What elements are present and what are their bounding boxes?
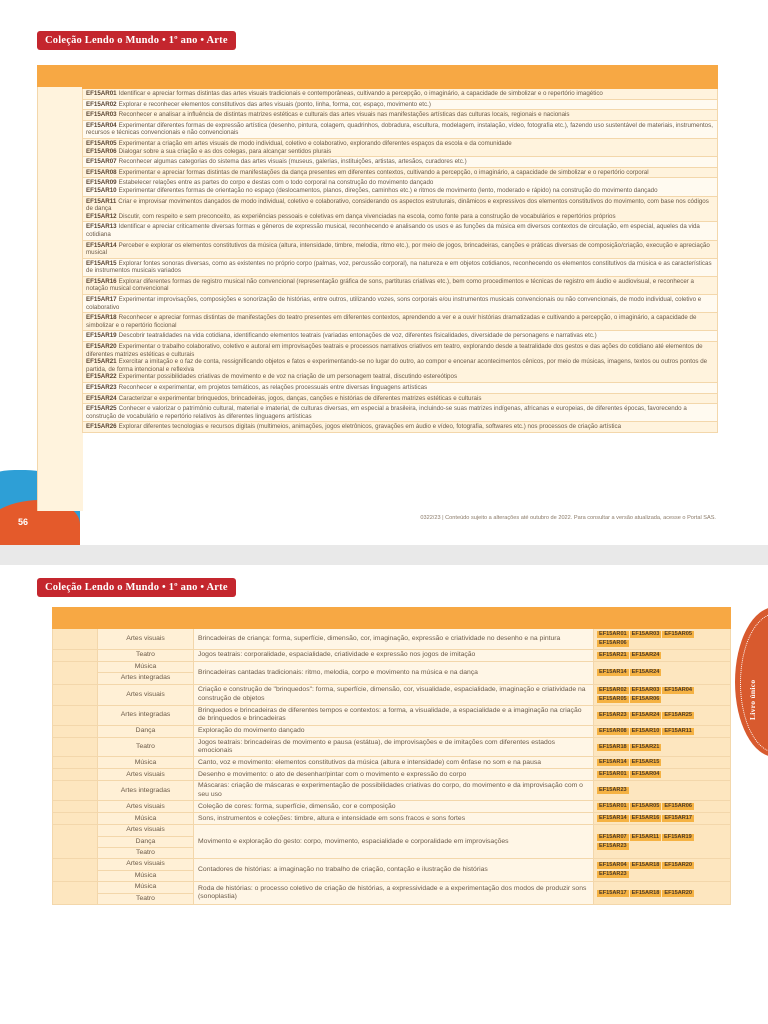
skill-row <box>83 393 718 404</box>
skill-code: EF15AR25 <box>86 405 117 413</box>
skill-code-chip: EF15AR06 <box>599 640 627 646</box>
skill-code-chip: EF15AR17 <box>664 815 693 822</box>
skill-text: Explorar fontes sonoras diversas, como as existentes no próprio corpo (palmas, voz, percussão corporal), na natureza e em objetos cotidianos, reconhecendo os elementos constitutivos da música e as características de instrumentos musicais variados <box>86 259 712 275</box>
empty-cell <box>53 650 98 662</box>
skill-code-chip: EF15AR16 <box>631 815 660 822</box>
content-row <box>53 882 731 893</box>
content-cell: Movimento e exploração do gesto: corpo, movimento, espacialidade e corporalidade em improvisações <box>194 825 594 859</box>
language-cell: Música <box>98 757 194 769</box>
skill-code-chip: EF15AR24 <box>631 652 660 658</box>
content-cell: Contadores de histórias: a imaginação no trabalho de criação, contação e ilustração de histórias <box>194 859 594 882</box>
page-number: 56 <box>18 517 29 527</box>
empty-cell <box>53 662 98 685</box>
skill-code: EF15AR18 <box>86 314 117 322</box>
skill-code-chip: EF15AR05 <box>631 803 660 810</box>
skill-code-chip: EF15AR23 <box>599 871 627 878</box>
language-cell: Artes visuais <box>98 859 194 870</box>
skill-row <box>83 110 718 121</box>
skill-cell <box>83 258 718 276</box>
skill-row <box>83 331 718 342</box>
codes-cell <box>594 825 731 859</box>
codes-cell <box>594 737 731 757</box>
skill-text: Identificar e apreciar criticamente diversas formas e gêneros de expressão musical, reconhecendo e analisando os usos e as funções da música em diversos contextos de circulação, em especial, aqueles da vida cotidiana <box>86 223 700 238</box>
skills-table <box>82 65 718 433</box>
skill-row <box>83 342 718 383</box>
skill-row <box>83 313 718 331</box>
skill-code-chip: EF15AR10 <box>631 727 660 734</box>
content-row <box>53 769 731 781</box>
content-row <box>53 650 731 662</box>
footnote: 0322/23 | Conteúdo sujeito a alterações até outubro de 2022. Para consultar a versão atualizada, acesse o Portal SAS. <box>420 515 716 521</box>
skill-text: Dialogar sobre a sua criação e as dos colegas, para alcançar sentidos plurais <box>118 147 332 155</box>
skill-cell <box>83 422 718 433</box>
skill-cell <box>83 404 718 422</box>
skill-code-chip: EF15AR21 <box>599 652 627 658</box>
skill-cell <box>83 313 718 331</box>
codes-cell <box>594 684 731 705</box>
skill-cell <box>83 157 718 168</box>
content-row <box>53 737 731 757</box>
skill-code-chip: EF15AR05 <box>599 695 627 702</box>
language-cell: Música <box>98 870 194 881</box>
skill-code-chip: EF15AR18 <box>631 889 660 896</box>
skill-text: Criar e improvisar movimentos dançados de modo individual, coletivo e colaborativo, considerando os aspectos estruturais, dinâmicos e expressivos dos elementos constitutivos do movimento, com base nos códigos de dança <box>86 197 709 213</box>
codes-cell <box>594 650 731 662</box>
codes-cell <box>594 813 731 825</box>
skill-code: EF15AR22 <box>86 373 117 381</box>
skill-row <box>83 295 718 313</box>
skill-text: Reconhecer algumas categorias do sistema das artes visuais (museus, galerias, instituições, artistas, artesãos, curadores etc.) <box>118 158 467 166</box>
codes-cell <box>594 629 731 650</box>
language-cell: Música <box>98 662 194 673</box>
skill-text: Experimentar diferentes formas de orientação no espaço (deslocamentos, planos, direções, caminhos etc.) e ritmos de movimento (lento, moderado e rápido) na construção do movimento dançado <box>118 186 658 194</box>
skill-code-chip: EF15AR21 <box>631 743 660 750</box>
skill-code-chip: EF15AR04 <box>631 771 660 778</box>
page-bottom <box>0 565 768 1024</box>
skill-code-chip: EF15AR01 <box>599 771 627 778</box>
skill-row <box>83 138 718 156</box>
skill-text: Discutir, com respeito e sem preconceito, as experiências pessoais e coletivas em dança vivenciadas na escola, como fonte para a construção de vocabulários e repertórios próprios <box>118 212 616 220</box>
codes-cell <box>594 781 731 801</box>
skill-cell <box>83 89 718 100</box>
content-cell: Jogos teatrais: corporalidade, espacialidade, criatividade e expressão nos jogos de imitação <box>194 650 594 662</box>
skill-cell <box>83 342 718 383</box>
skill-code-chip: EF15AR24 <box>631 669 660 676</box>
content-cell: Canto, voz e movimento: elementos constitutivos da música (altura e intensidade) com ênfase no som e na pausa <box>194 757 594 769</box>
skill-code: EF15AR05 <box>86 139 117 147</box>
skill-code-chip: EF15AR23 <box>599 711 627 718</box>
skill-text: Exercitar a imitação e o faz de conta, ressignificando objetos e fatos e experimentando-se no lugar do outro, ao compor e encenar acontecimentos cênicos, por meio de músicas, imagens, textos ou outros pontos de partida, de forma intencional e reflexiva <box>86 358 708 373</box>
empty-cell <box>53 769 98 781</box>
skill-code: EF15AR23 <box>86 384 117 391</box>
skill-cell <box>83 99 718 110</box>
content-row <box>53 801 731 813</box>
skill-code-chip: EF15AR06 <box>664 803 693 810</box>
skill-code-chip: EF15AR19 <box>664 833 692 840</box>
skill-cell <box>83 178 718 196</box>
skill-text: Estabelecer relações entre as partes do corpo e destas com o todo corporal na construção do movimento dançado <box>118 179 434 187</box>
skill-cell <box>83 276 718 294</box>
side-tab-label: Livro único <box>748 679 757 720</box>
content-cell: Brincadeiras cantadas tradicionais: ritmo, melodia, corpo e movimento na música e na dança <box>194 662 594 685</box>
language-cell: Artes integradas <box>98 673 194 684</box>
content-row <box>53 825 731 836</box>
skill-code-chip: EF15AR01 <box>599 631 627 637</box>
skill-text: Explorar diferentes tecnologias e recursos digitais (multimeios, animações, jogos eletrônicos, gravações em áudio e vídeo, fotografia, softwares etc.) nos processos de criação artística <box>118 423 622 431</box>
empty-cell <box>53 859 98 882</box>
skill-text: Reconhecer e apreciar formas distintas de manifestações do teatro presentes em diferentes contextos, aprendendo a ver e a ouvir histórias dramatizadas e cultivando a percepção, o imaginário, a capacidade de simbolizar e o repertório ficcional <box>86 314 697 329</box>
skill-row <box>83 99 718 110</box>
codes-cell <box>594 882 731 905</box>
skill-cell <box>83 383 718 394</box>
skill-code: EF15AR14 <box>86 241 117 249</box>
empty-cell <box>53 629 98 650</box>
left-column-strip <box>37 65 83 511</box>
empty-cell <box>53 705 98 725</box>
skill-text: Conhecer e valorizar o patrimônio cultural, material e imaterial, de culturas diversas, em especial a brasileira, incluindo-se suas matrizes indígenas, africanas e europeias, de diferentes épocas, favorecendo a construção de vocabulário e repertório relativos às diferentes linguagens artísticas <box>86 405 687 420</box>
content-row <box>53 705 731 725</box>
skill-code-chip: EF15AR02 <box>599 686 627 693</box>
skill-row <box>83 222 718 240</box>
content-row <box>53 629 731 650</box>
skill-code-chip: EF15AR05 <box>664 631 693 637</box>
skill-code-chip: EF15AR20 <box>664 889 693 896</box>
language-cell: Artes visuais <box>98 629 194 650</box>
language-cell: Música <box>98 813 194 825</box>
language-cell: Artes visuais <box>98 684 194 705</box>
content-cell: Desenho e movimento: o ato de desenhar/pintar com o movimento e expressão do corpo <box>194 769 594 781</box>
skill-text: Experimentar e apreciar formas distintas de manifestações da dança presentes em diferentes contextos, cultivando a percepção, o imaginário, a capacidade de simbolizar e o repertório corporal <box>118 168 649 176</box>
skill-code: EF15AR10 <box>86 186 117 194</box>
skill-row <box>83 157 718 168</box>
skill-text: Experimentar o trabalho colaborativo, coletivo e autoral em improvisações teatrais e processos narrativos criativos em teatro, explorando desde a teatralidade dos gestos e das ações do cotidiano até elementos de diferentes matrizes estéticas e culturais <box>86 343 703 358</box>
skill-code-chip: EF15AR20 <box>664 862 693 869</box>
language-cell: Artes visuais <box>98 769 194 781</box>
skill-code: EF15AR20 <box>86 343 117 351</box>
content-cell: Roda de histórias: o processo coletivo de criação de histórias, a expressividade e a experimentação dos modos de produzir sons (sonoplastia) <box>194 882 594 905</box>
skill-code: EF15AR26 <box>86 423 117 431</box>
empty-cell <box>53 725 98 737</box>
skill-code: EF15AR16 <box>86 277 117 285</box>
skill-code-chip: EF15AR25 <box>664 711 693 718</box>
empty-cell <box>53 882 98 905</box>
content-cell: Coleção de cores: forma, superfície, dimensão, cor e composição <box>194 801 594 813</box>
skill-code-chip: EF15AR24 <box>631 711 660 718</box>
content-row <box>53 859 731 870</box>
content-cell: Exploração do movimento dançado <box>194 725 594 737</box>
content-table-header <box>53 608 731 629</box>
codes-cell <box>594 757 731 769</box>
skill-code-chip: EF15AR11 <box>664 727 692 734</box>
skill-cell <box>83 240 718 258</box>
skill-cell <box>83 167 718 178</box>
content-cell: Brinquedos e brincadeiras de diferentes tempos e contextos: a forma, a visualidade, a espacialidade e a imaginação na criação de brinquedos e brincadeiras <box>194 705 594 725</box>
skill-code: EF15AR11 <box>86 197 117 205</box>
skill-text: Experimentar improvisações, composições e sonorização de histórias, entre outros, utilizando vozes, sons corporais e/ou instrumentos musicais convencionais ou não convencionais, de modo individual, coletivo e colaborativo <box>86 296 702 311</box>
content-row <box>53 781 731 801</box>
skill-row <box>83 178 718 196</box>
left-column-header <box>37 65 82 87</box>
language-cell: Dança <box>98 836 194 847</box>
skill-row <box>83 89 718 100</box>
codes-cell <box>594 859 731 882</box>
language-cell: Artes integradas <box>98 705 194 725</box>
skill-code-chip: EF15AR14 <box>599 815 627 822</box>
skill-code: EF15AR24 <box>86 394 117 402</box>
skill-code-chip: EF15AR14 <box>599 759 627 766</box>
skill-code-chip: EF15AR23 <box>599 842 627 849</box>
skill-text: Experimentar diferentes formas de expressão artística (desenho, pintura, colagem, quadrinhos, dobradura, escultura, modelagem, instalação, vídeo, fotografia etc.), fazendo uso sustentável de materiais, instrumentos, recursos e técnicas convencionais e não convencionais <box>86 121 713 137</box>
skill-text: Explorar diferentes formas de registro musical não convencional (representação gráfica de sons, partituras criativas etc.), bem como procedimentos e técnicas de registro em áudio e audiovisual, e reconhecer a notação musical convencional <box>86 277 694 293</box>
skill-code: EF15AR21 <box>86 358 117 366</box>
skill-cell <box>83 196 718 222</box>
content-row <box>53 662 731 673</box>
skill-code: EF15AR06 <box>86 147 117 155</box>
empty-cell <box>53 825 98 859</box>
collection-badge: Coleção Lendo o Mundo • 1º ano • Arte <box>37 31 236 50</box>
skill-text: Caracterizar e experimentar brinquedos, brincadeiras, jogos, danças, canções e histórias de diferentes matrizes estéticas e culturais <box>118 394 482 402</box>
skill-code-chip: EF15AR04 <box>664 686 693 693</box>
skill-code-chip: EF15AR08 <box>599 727 627 734</box>
page-gap <box>0 545 768 565</box>
content-row <box>53 725 731 737</box>
skill-cell <box>83 120 718 138</box>
skill-row <box>83 196 718 222</box>
codes-cell <box>594 769 731 781</box>
skill-code-chip: EF15AR18 <box>599 743 627 750</box>
skill-code-chip: EF15AR03 <box>631 686 660 693</box>
content-cell: Máscaras: criação de máscaras e experimentação de possibilidades criativas do corpo, do movimento e da improvisação com o seu uso <box>194 781 594 801</box>
skill-code: EF15AR13 <box>86 223 117 231</box>
skill-code-chip: EF15AR14 <box>599 669 627 676</box>
language-cell: Teatro <box>98 650 194 662</box>
skill-code: EF15AR01 <box>86 90 117 97</box>
skill-row <box>83 120 718 138</box>
language-cell: Artes visuais <box>98 825 194 836</box>
empty-cell <box>53 813 98 825</box>
skill-code: EF15AR12 <box>86 212 117 220</box>
skill-code-chip: EF15AR11 <box>631 833 660 840</box>
content-cell: Brincadeiras de criança: forma, superfície, dimensão, cor, imaginação, expressão e criatividade no desenho e na pintura <box>194 629 594 650</box>
skill-code: EF15AR17 <box>86 296 117 304</box>
collection-badge-2: Coleção Lendo o Mundo • 1º ano • Arte <box>37 578 236 597</box>
empty-cell <box>53 801 98 813</box>
skill-row <box>83 240 718 258</box>
content-row <box>53 757 731 769</box>
language-cell: Teatro <box>98 848 194 859</box>
skill-row <box>83 276 718 294</box>
language-cell: Artes visuais <box>98 801 194 813</box>
skill-code: EF15AR08 <box>86 168 117 176</box>
content-row <box>53 684 731 705</box>
content-cell: Jogos teatrais: brincadeiras de movimento e pausa (estátua), de improvisações e de imitações com diferentes estados emocionais <box>194 737 594 757</box>
codes-cell <box>594 801 731 813</box>
skill-code-chip: EF15AR23 <box>599 787 627 794</box>
skill-row <box>83 167 718 178</box>
skill-code-chip: EF15AR01 <box>599 803 627 810</box>
skill-code-chip: EF15AR07 <box>599 833 627 840</box>
skill-code: EF15AR03 <box>86 111 117 119</box>
empty-cell <box>53 684 98 705</box>
skill-row <box>83 404 718 422</box>
skill-cell <box>83 110 718 121</box>
skill-text: Explorar e reconhecer elementos constitutivos das artes visuais (ponto, linha, forma, cor, espaço, movimento etc.) <box>118 100 431 108</box>
content-row <box>53 813 731 825</box>
skill-code-chip: EF15AR04 <box>599 862 627 869</box>
skill-text: Experimentar possibilidades criativas de movimento e de voz na criação de um personagem teatral, discutindo estereótipos <box>118 373 458 381</box>
skill-code-chip: EF15AR03 <box>631 631 660 637</box>
skill-text: Descobrir teatralidades na vida cotidiana, identificando elementos teatrais (variadas entonações de voz, diferentes fisicalidades, diversidade de personagens e narrativas etc.) <box>118 332 597 340</box>
skill-row <box>83 422 718 433</box>
skill-code-chip: EF15AR15 <box>631 759 660 766</box>
language-cell: Teatro <box>98 737 194 757</box>
language-cell: Artes integradas <box>98 781 194 801</box>
skill-code: EF15AR04 <box>86 121 117 129</box>
language-cell: Dança <box>98 725 194 737</box>
skill-code: EF15AR02 <box>86 100 117 108</box>
skill-cell <box>83 393 718 404</box>
language-cell: Música <box>98 882 194 893</box>
skill-code: EF15AR15 <box>86 259 117 267</box>
skill-text: Reconhecer e experimentar, em projetos temáticos, as relações processuais entre diversas linguagens artísticas <box>118 384 428 391</box>
skill-code: EF15AR19 <box>86 332 117 340</box>
skill-cell <box>83 138 718 156</box>
empty-cell <box>53 737 98 757</box>
skill-code-chip: EF15AR18 <box>631 862 660 869</box>
skill-cell <box>83 331 718 342</box>
skill-code: EF15AR09 <box>86 179 117 187</box>
skills-table-header <box>83 66 718 89</box>
content-table <box>52 607 731 905</box>
skill-code-chip: EF15AR06 <box>631 695 660 702</box>
skill-text: Reconhecer e analisar a influência de distintas matrizes estéticas e culturais das artes visuais nas manifestações artísticas das culturas locais, regionais e nacionais <box>118 111 570 119</box>
codes-cell <box>594 725 731 737</box>
codes-cell <box>594 705 731 725</box>
skill-text: Experimentar a criação em artes visuais de modo individual, coletivo e colaborativo, explorando diferentes espaços da escola e da comunidade <box>118 139 512 147</box>
empty-cell <box>53 781 98 801</box>
skill-cell <box>83 295 718 313</box>
codes-cell <box>594 662 731 685</box>
skill-row <box>83 383 718 394</box>
skill-code-chip: EF15AR17 <box>599 889 627 896</box>
content-cell: Criação e construção de "brinquedos": forma, superfície, dimensão, cor, visualidade, espacialidade, imaginação e criatividade na construção de objetos <box>194 684 594 705</box>
skill-cell <box>83 222 718 240</box>
empty-cell <box>53 757 98 769</box>
skill-text: Identificar e apreciar formas distintas das artes visuais tradicionais e contemporâneas, cultivando a percepção, o imaginário, a capacidade de simbolizar e o repertório imagético <box>118 90 603 97</box>
content-cell: Sons, instrumentos e coleções: timbre, altura e intensidade em sons fracos e sons fortes <box>194 813 594 825</box>
skill-text: Perceber e explorar os elementos constitutivos da música (altura, intensidade, timbre, melodia, ritmo etc.), por meio de jogos, brincadeiras, canções e práticas diversas de composição/criação, execução e apreciação musical <box>86 241 710 257</box>
language-cell: Teatro <box>98 893 194 904</box>
skill-row <box>83 258 718 276</box>
skill-code: EF15AR07 <box>86 158 117 166</box>
